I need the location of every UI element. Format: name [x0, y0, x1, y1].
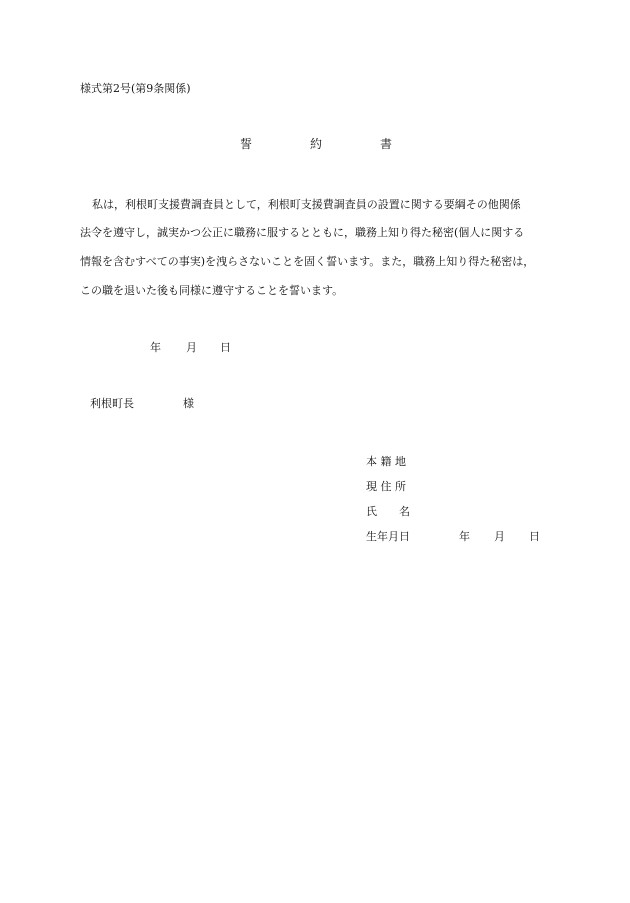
name-label: 氏 名: [366, 505, 410, 518]
title-char-pledge: 約: [310, 137, 323, 151]
title-char-document: 書: [380, 137, 393, 151]
body-line: 私は，利根町支援費調査員として，利根町支援費調査員の設置に関する要綱その他関係: [92, 198, 521, 211]
title-char-oath: 誓: [240, 137, 253, 151]
date-year-label: 年: [150, 341, 161, 354]
address-label: 現 住 所: [366, 480, 406, 493]
birth-month-label: 月: [494, 530, 505, 543]
body-line: この職を退いた後も同様に遵守することを誓います。: [80, 284, 344, 297]
form-number: 様式第2号(第9条関係): [80, 82, 191, 95]
date-month-label: 月: [186, 341, 197, 354]
addressee-name: 利根町長: [90, 397, 134, 410]
honseki-label: 本 籍 地: [366, 455, 406, 468]
birth-day-label: 日: [529, 530, 540, 543]
addressee-honorific: 様: [183, 397, 194, 410]
date-day-label: 日: [220, 341, 231, 354]
birth-date-label: 生年月日: [366, 530, 410, 543]
body-line: 法令を遵守し，誠実かつ公正に職務に服するとともに，職務上知り得た秘密(個人に関する: [80, 226, 525, 239]
body-line: 情報を含むすべての事実)を洩らさないことを固く誓います。また，職務上知り得た秘密は，: [80, 255, 535, 268]
birth-year-label: 年: [459, 530, 470, 543]
